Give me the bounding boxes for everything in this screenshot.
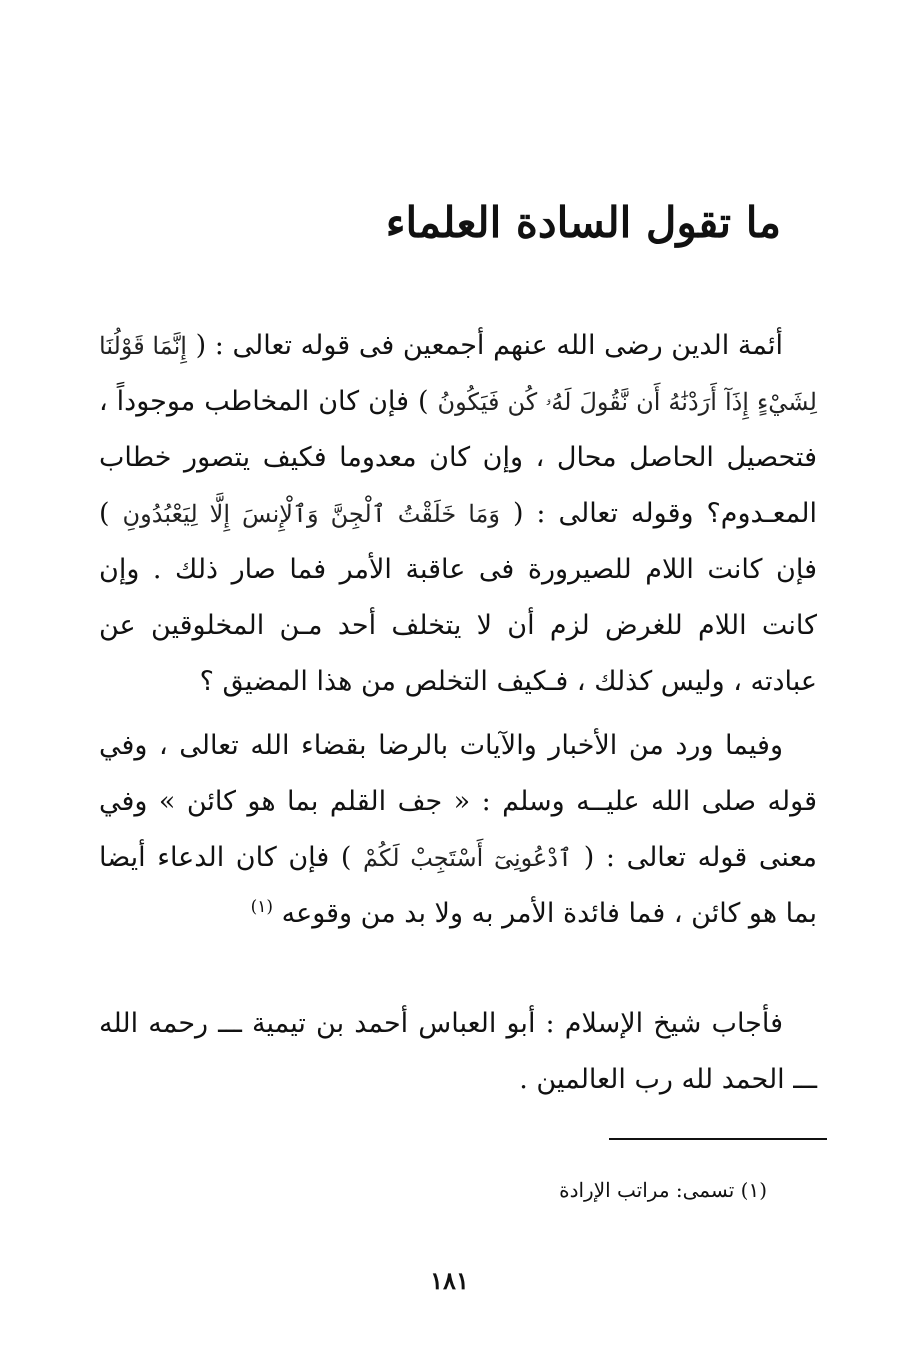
decree-tail-text: ) فإن كان الدعاء أيضا بما هو كائن ، فما فائدة الأمر به ولا بد من وقوعه	[99, 842, 817, 929]
quran-verse-creation-purpose: وَمَا خَلَقْتُ ٱلْجِنَّ وَٱلْإِنسَ إِلَّا لِيَعْبُدُونِ	[122, 500, 500, 528]
question-paragraph	[99, 318, 817, 710]
decree-lead-text: وفيما ورد من الأخبار والآيات بالرضا بقضاء الله تعالى ، وفي قوله صلى الله عليــه وسلم : « جف القلم بما هو كائن » وفي معنى قوله تعالى : (	[99, 730, 817, 873]
quran-verse-kun-fayakun: إِنَّمَا قَوْلُنَا لِشَيْءٍ إِذَآ أَرَدْنَٰهُ أَن نَّقُولَ لَهُۥ كُن فَيَكُونُ	[99, 332, 817, 416]
question-lead-text: أئمة الدين رضى الله عنهم أجمعين فى قوله تعالى : (	[195, 330, 783, 361]
footnote: (١) تسمى: مراتب الإرادة	[559, 1178, 767, 1202]
answer-paragraph	[99, 996, 817, 1108]
page-title: ما تقول السادة العلماء	[385, 198, 781, 247]
question-middle-text: ) فإن كان المخاطب موجوداً ، فتحصيل الحاصل محال ، وإن كان معدوما فكيف يتصور خطاب المعـدوم؟ وقوله تعالى : (	[99, 386, 817, 529]
decree-paragraph	[99, 718, 817, 942]
footnote-divider	[609, 1138, 827, 1140]
answer-text: فأجاب شيخ الإسلام : أبو العباس أحمد بن تيمية ـــ رحمه الله ـــ الحمد لله رب العالمين .	[99, 1008, 817, 1095]
quran-verse-call-upon-me: ٱدْعُونِىٓ أَسْتَجِبْ لَكُمْ	[363, 844, 573, 872]
footnote-reference: (١)	[250, 897, 274, 917]
page-number: ١٨١	[430, 1266, 469, 1295]
question-tail-text: ) فإن كانت اللام للصيرورة فى عاقبة الأمر فما صار ذلك . وإن كانت اللام للغرض لزم أن لا يتخلف أحد مـن المخلوقين عن عبادته ، وليس كذلك ، فـكيف التخلص من هذا المضيق ؟	[99, 498, 817, 697]
